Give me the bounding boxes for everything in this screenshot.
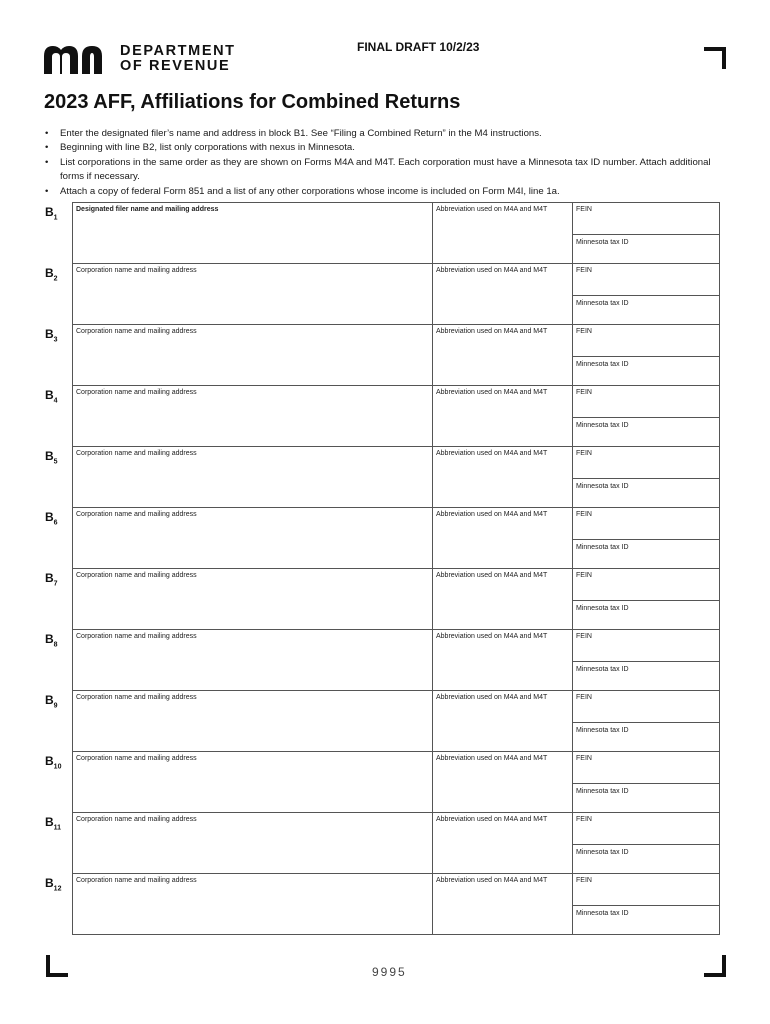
block-id xyxy=(45,388,58,404)
field-label: Corporation name and mailing address xyxy=(76,511,197,518)
abbreviation-field[interactable] xyxy=(433,447,573,507)
field-label: Minnesota tax ID xyxy=(576,727,629,734)
block-number: 7 xyxy=(53,580,58,588)
block-b10 xyxy=(45,751,720,813)
abbreviation-field[interactable] xyxy=(433,569,573,629)
field-label: Corporation name and mailing address xyxy=(76,755,197,762)
abbreviation-field[interactable] xyxy=(433,386,573,446)
block-letter: B xyxy=(45,388,54,402)
field-label: Minnesota tax ID xyxy=(576,483,629,490)
block-b11 xyxy=(45,812,720,874)
block-number: 1 xyxy=(53,214,58,222)
field-label: Abbreviation used on M4A and M4T xyxy=(436,328,548,335)
name-address-field[interactable] xyxy=(73,569,433,629)
block-number: 8 xyxy=(53,641,58,649)
field-label: Corporation name and mailing address xyxy=(76,267,197,274)
block-number: 9 xyxy=(53,702,58,710)
block-id xyxy=(45,510,58,526)
field-label: Minnesota tax ID xyxy=(576,422,629,429)
block-letter: B xyxy=(45,754,54,768)
block-id xyxy=(45,632,58,648)
field-label: Abbreviation used on M4A and M4T xyxy=(436,877,548,884)
name-address-field[interactable] xyxy=(73,813,433,873)
field-label: Minnesota tax ID xyxy=(576,910,629,917)
name-address-field[interactable] xyxy=(73,508,433,568)
field-label: Abbreviation used on M4A and M4T xyxy=(436,694,548,701)
mn-tax-id-field[interactable] xyxy=(573,235,719,263)
fein-field[interactable] xyxy=(573,447,719,479)
abbreviation-field[interactable] xyxy=(433,508,573,568)
instruction-item: • List corporations in the same order as they are shown on Forms M4A and M4T. Each corporation must have a Minnesota tax ID number. Attach additional forms if necessary. xyxy=(44,156,734,185)
mn-tax-id-field[interactable] xyxy=(573,601,719,629)
agency-name-line1: DEPARTMENT xyxy=(120,43,236,59)
block-number: 10 xyxy=(53,763,62,771)
block-number: 4 xyxy=(53,397,58,405)
mn-tax-id-field[interactable] xyxy=(573,479,719,507)
field-label: Abbreviation used on M4A and M4T xyxy=(436,511,548,518)
mn-tax-id-field[interactable] xyxy=(573,845,719,873)
fein-field[interactable] xyxy=(573,386,719,418)
mn-tax-id-field[interactable] xyxy=(573,784,719,812)
block-id xyxy=(45,449,58,465)
block-b2 xyxy=(45,263,720,325)
fein-field[interactable] xyxy=(573,264,719,296)
abbreviation-field[interactable] xyxy=(433,264,573,324)
field-label: FEIN xyxy=(576,206,592,213)
field-label: Abbreviation used on M4A and M4T xyxy=(436,633,548,640)
mn-tax-id-field[interactable] xyxy=(573,906,719,934)
fein-field[interactable] xyxy=(573,325,719,357)
fein-field[interactable] xyxy=(573,752,719,784)
mn-tax-id-field[interactable] xyxy=(573,357,719,385)
name-address-field[interactable] xyxy=(73,264,433,324)
field-label: Corporation name and mailing address xyxy=(76,389,197,396)
block-number: 12 xyxy=(53,885,62,893)
field-label: Corporation name and mailing address xyxy=(76,633,197,640)
name-address-field[interactable] xyxy=(73,630,433,690)
field-label: Corporation name and mailing address xyxy=(76,816,197,823)
field-label: Minnesota tax ID xyxy=(576,849,629,856)
block-letter: B xyxy=(45,571,54,585)
mn-logo-icon xyxy=(44,44,112,74)
field-label: Minnesota tax ID xyxy=(576,300,629,307)
field-label: FEIN xyxy=(576,816,592,823)
block-id xyxy=(45,876,61,892)
block-letter: B xyxy=(45,205,54,219)
field-label: Minnesota tax ID xyxy=(576,605,629,612)
field-label: FEIN xyxy=(576,694,592,701)
form-title: 2023 AFF, Affiliations for Combined Returns xyxy=(44,91,461,113)
block-number: 11 xyxy=(53,824,62,832)
abbreviation-field[interactable] xyxy=(433,752,573,812)
field-label: Corporation name and mailing address xyxy=(76,877,197,884)
corner-mark-bottom-left xyxy=(46,955,68,977)
block-letter: B xyxy=(45,693,54,707)
block-b4 xyxy=(45,385,720,447)
abbreviation-field[interactable] xyxy=(433,325,573,385)
fein-field[interactable] xyxy=(573,569,719,601)
agency-name xyxy=(120,44,236,74)
block-letter: B xyxy=(45,510,54,524)
field-label: FEIN xyxy=(576,633,592,640)
instruction-item: • Beginning with line B2, list only corporations with nexus in Minnesota. xyxy=(44,141,734,155)
block-letter: B xyxy=(45,876,54,890)
fein-field[interactable] xyxy=(573,691,719,723)
field-label: Minnesota tax ID xyxy=(576,361,629,368)
block-id xyxy=(45,571,58,587)
field-label: FEIN xyxy=(576,328,592,335)
instructions-list xyxy=(44,127,734,199)
field-label: FEIN xyxy=(576,511,592,518)
field-label: Corporation name and mailing address xyxy=(76,694,197,701)
field-label: Abbreviation used on M4A and M4T xyxy=(436,267,548,274)
field-label: Corporation name and mailing address xyxy=(76,572,197,579)
field-label: Minnesota tax ID xyxy=(576,666,629,673)
block-letter: B xyxy=(45,815,54,829)
affiliation-blocks xyxy=(45,202,720,935)
field-label: Minnesota tax ID xyxy=(576,544,629,551)
agency-logo xyxy=(44,44,236,74)
name-address-field[interactable] xyxy=(73,325,433,385)
name-address-field[interactable] xyxy=(73,752,433,812)
field-label: Abbreviation used on M4A and M4T xyxy=(436,755,548,762)
field-label: Minnesota tax ID xyxy=(576,239,629,246)
field-label: FEIN xyxy=(576,755,592,762)
instruction-item: • Attach a copy of federal Form 851 and a list of any other corporations whose income is included on Form M4I, line 1a. xyxy=(44,185,734,199)
block-number: 5 xyxy=(53,458,58,466)
corner-mark-top-right xyxy=(704,47,726,69)
fein-field[interactable] xyxy=(573,874,719,906)
block-b6 xyxy=(45,507,720,569)
block-id xyxy=(45,327,58,343)
block-b8 xyxy=(45,629,720,691)
field-label: Abbreviation used on M4A and M4T xyxy=(436,450,548,457)
fein-field[interactable] xyxy=(573,203,719,235)
abbreviation-field[interactable] xyxy=(433,630,573,690)
name-address-field[interactable] xyxy=(73,691,433,751)
page-code: 9995 xyxy=(372,965,407,979)
block-id xyxy=(45,815,61,831)
mn-tax-id-field[interactable] xyxy=(573,296,719,324)
mn-tax-id-field[interactable] xyxy=(573,418,719,446)
mn-tax-id-field[interactable] xyxy=(573,540,719,568)
abbreviation-field[interactable] xyxy=(433,203,573,263)
field-label: Abbreviation used on M4A and M4T xyxy=(436,572,548,579)
name-address-field[interactable] xyxy=(73,203,433,263)
fein-field[interactable] xyxy=(573,508,719,540)
instruction-item: • Enter the designated filer’s name and address in block B1. See “Filing a Combined Return” in the M4 instructions. xyxy=(44,127,734,141)
block-number: 2 xyxy=(53,275,58,283)
block-letter: B xyxy=(45,632,54,646)
block-number: 6 xyxy=(53,519,58,527)
field-label: Corporation name and mailing address xyxy=(76,450,197,457)
field-label: FEIN xyxy=(576,389,592,396)
block-number: 3 xyxy=(53,336,58,344)
fein-field[interactable] xyxy=(573,630,719,662)
block-b7 xyxy=(45,568,720,630)
field-label: Abbreviation used on M4A and M4T xyxy=(436,816,548,823)
block-id xyxy=(45,205,58,221)
abbreviation-field[interactable] xyxy=(433,813,573,873)
field-label: Designated filer name and mailing address xyxy=(76,206,219,213)
block-b5 xyxy=(45,446,720,508)
name-address-field[interactable] xyxy=(73,447,433,507)
fein-field[interactable] xyxy=(573,813,719,845)
block-letter: B xyxy=(45,266,54,280)
field-label: FEIN xyxy=(576,450,592,457)
mn-tax-id-field[interactable] xyxy=(573,723,719,751)
block-id xyxy=(45,754,61,770)
abbreviation-field[interactable] xyxy=(433,874,573,934)
block-b3 xyxy=(45,324,720,386)
field-label: FEIN xyxy=(576,877,592,884)
field-label: FEIN xyxy=(576,572,592,579)
block-id xyxy=(45,266,58,282)
abbreviation-field[interactable] xyxy=(433,691,573,751)
field-label: FEIN xyxy=(576,267,592,274)
block-letter: B xyxy=(45,327,54,341)
agency-name-line2: OF REVENUE xyxy=(120,58,231,74)
mn-tax-id-field[interactable] xyxy=(573,662,719,690)
block-b1 xyxy=(45,202,720,264)
name-address-field[interactable] xyxy=(73,874,433,934)
block-b9 xyxy=(45,690,720,752)
block-b12 xyxy=(45,873,720,935)
field-label: Abbreviation used on M4A and M4T xyxy=(436,389,548,396)
field-label: Corporation name and mailing address xyxy=(76,328,197,335)
draft-label: FINAL DRAFT 10/2/23 xyxy=(357,40,480,54)
field-label: Abbreviation used on M4A and M4T xyxy=(436,206,548,213)
block-id xyxy=(45,693,58,709)
name-address-field[interactable] xyxy=(73,386,433,446)
block-letter: B xyxy=(45,449,54,463)
corner-mark-bottom-right xyxy=(704,955,726,977)
field-label: Minnesota tax ID xyxy=(576,788,629,795)
